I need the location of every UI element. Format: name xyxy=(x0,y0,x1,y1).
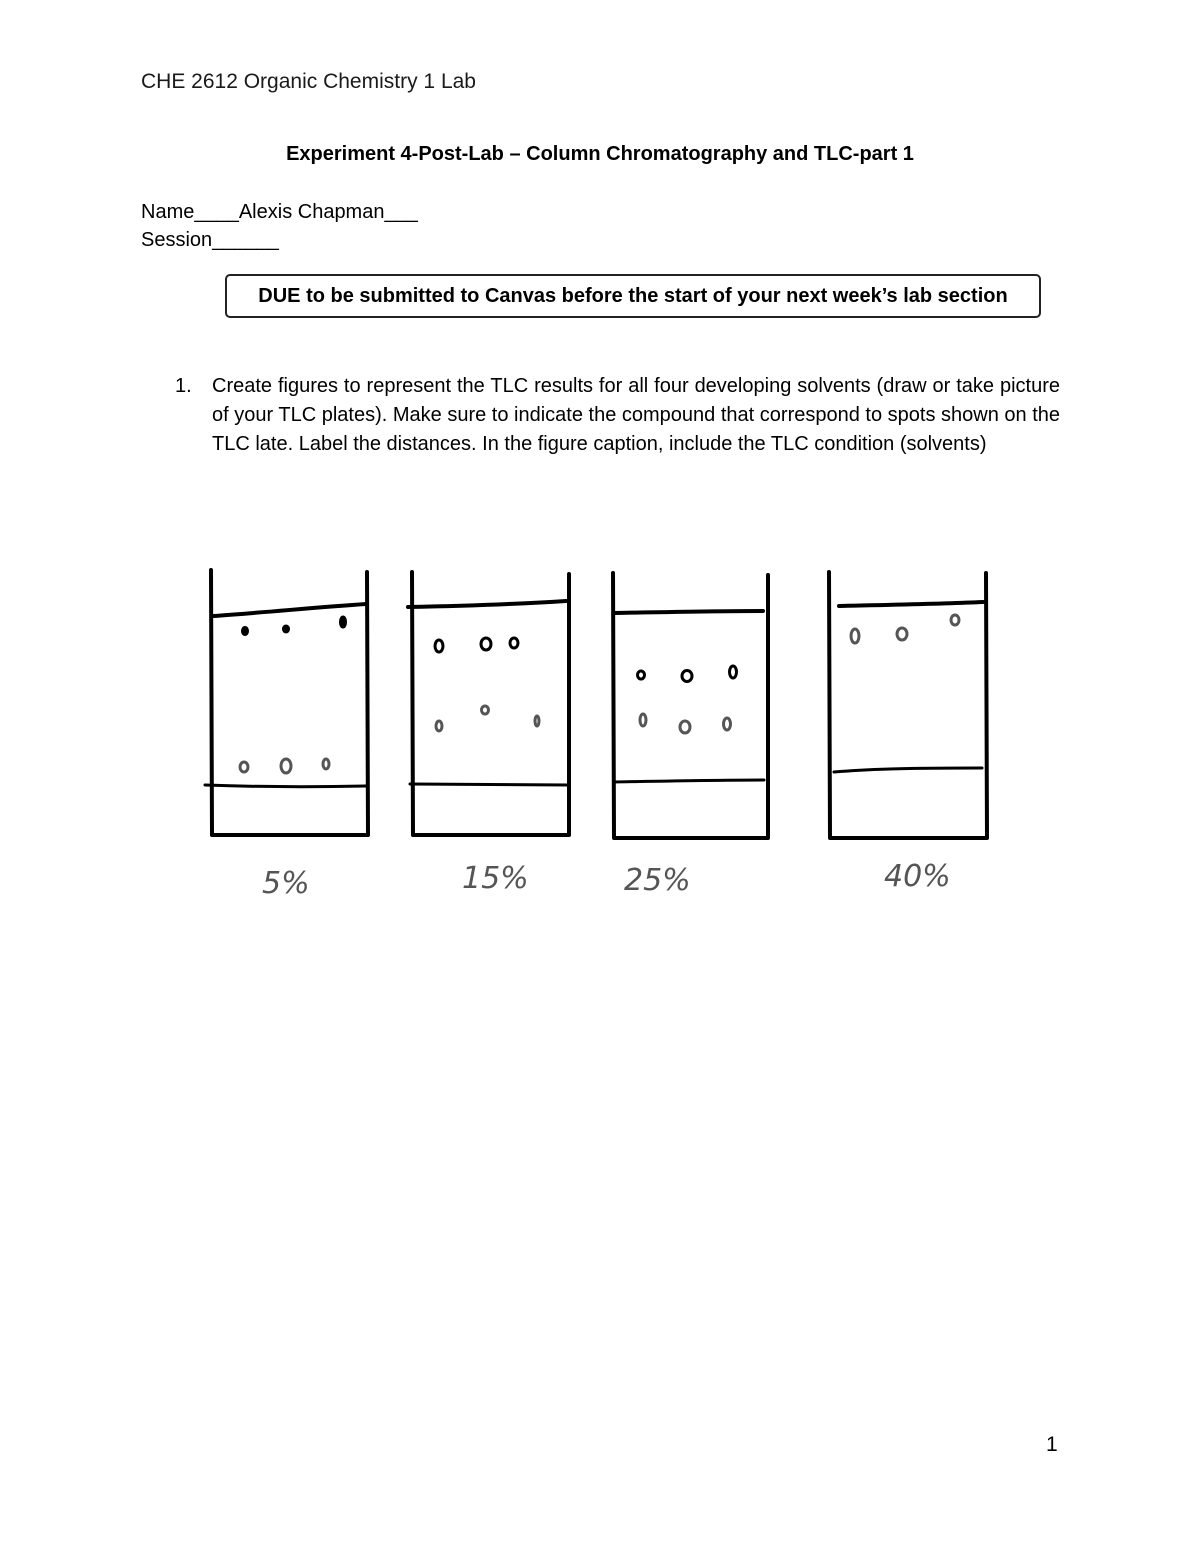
question-number: 1. xyxy=(175,375,192,397)
plate-label-1: 5% xyxy=(262,866,310,901)
tlc-plate-3 xyxy=(613,573,768,838)
tlc-plate-2 xyxy=(408,572,569,835)
due-notice-text: DUE to be submitted to Canvas before the start of your next week’s lab section xyxy=(258,284,1008,307)
plate-label-2: 15% xyxy=(462,861,529,896)
question-text: Create figures to represent the TLC results for all four developing solvents (draw or take picture of your TLC plates). Make sure to indicate the compound that correspond to spots shown on the TLC late. Label the distances. In the figure caption, include the TLC condition (solvents) xyxy=(212,375,1060,455)
question-1 xyxy=(175,372,1060,459)
session-field: Session______ xyxy=(141,229,279,251)
tlc-plate-4 xyxy=(829,572,987,838)
page-number: 1 xyxy=(1046,1433,1058,1456)
course-header: CHE 2612 Organic Chemistry 1 Lab xyxy=(141,70,476,93)
due-notice xyxy=(225,274,1041,318)
plate-label-4: 40% xyxy=(884,859,951,894)
page-title: Experiment 4-Post-Lab – Column Chromatography and TLC-part 1 xyxy=(286,143,914,165)
plate-label-3: 25% xyxy=(624,863,691,898)
tlc-plate-1 xyxy=(205,570,368,835)
name-field: Name____Alexis Chapman___ xyxy=(141,201,418,223)
